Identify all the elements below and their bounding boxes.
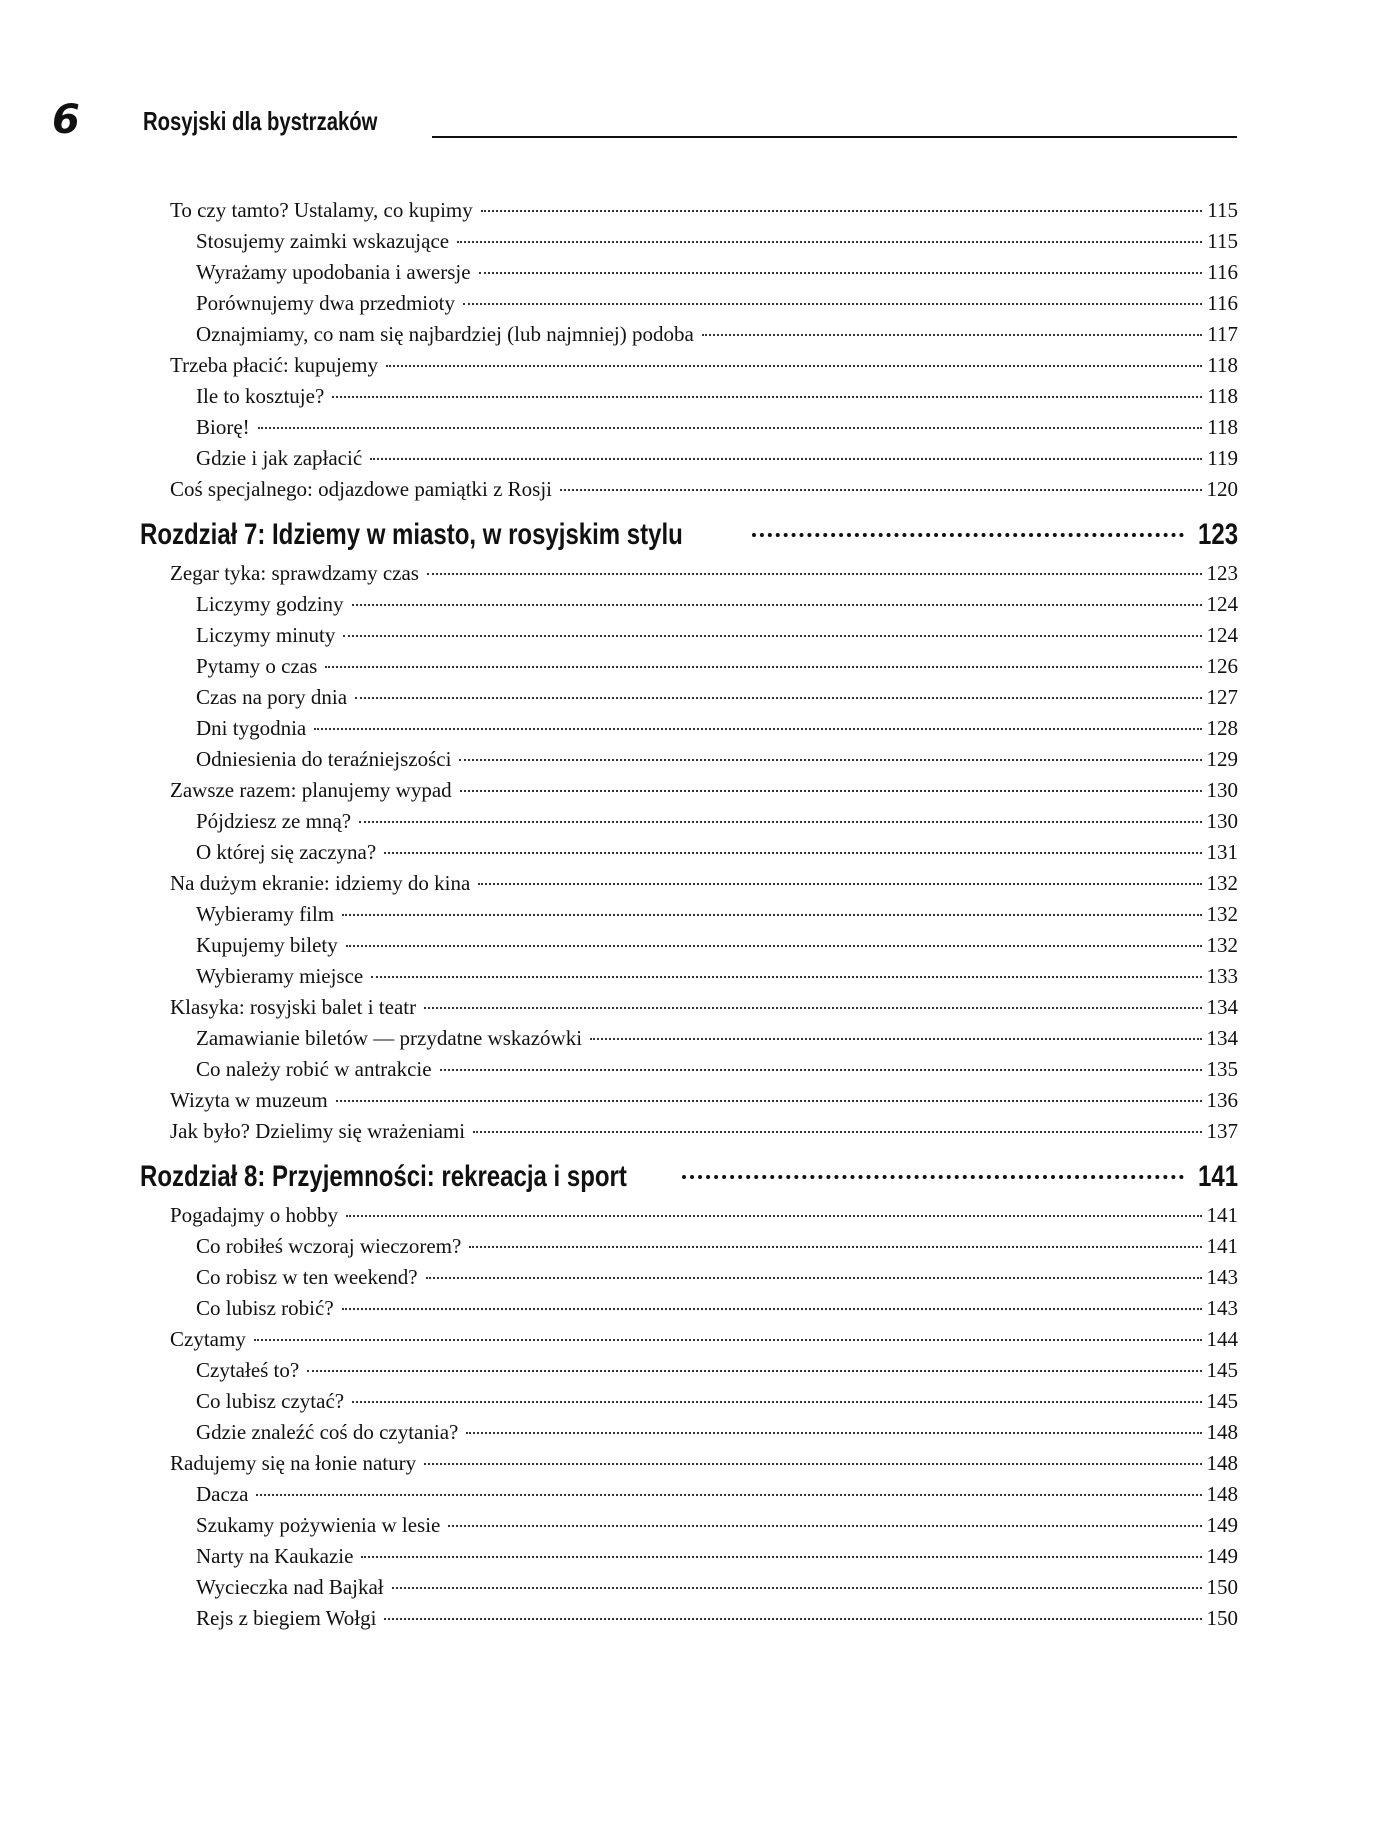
dot-leader [258,427,1203,429]
toc-entry-page-number: 135 [1206,1057,1238,1081]
dot-leader [473,1131,1201,1133]
page-header [52,97,1237,143]
toc-entry-page-number: 115 [1207,229,1238,253]
toc-subsection-entry [140,1603,1238,1634]
toc-entry-title: Oznajmiamy, co nam się najbardziej (lub najmniej) podoba [196,322,694,346]
dot-leader [346,945,1202,947]
toc-entry-page-number: 118 [1207,353,1238,377]
toc-subsection-entry [140,899,1238,930]
toc-entry-title: Pogadajmy o hobby [170,1203,338,1227]
toc-section-entry [140,1200,1238,1231]
toc-entry-page-number: 149 [1206,1513,1238,1537]
toc-entry-page-number: 143 [1206,1265,1238,1289]
dot-leader [460,790,1202,792]
dot-leader [424,1007,1201,1009]
toc-entry-title: Wycieczka nad Bajkał [196,1575,384,1599]
toc-entry-page-number: 126 [1206,654,1238,678]
dot-leader [457,241,1202,243]
toc-entry-page-number: 150 [1206,1575,1238,1599]
toc-entry-title: Czas na pory dnia [196,685,348,709]
toc-entry-page-number: 118 [1207,415,1238,439]
dot-leader [702,334,1202,336]
toc-subsection-entry [140,319,1238,350]
toc-subsection-entry [140,226,1238,257]
toc-subsection-entry [140,1572,1238,1603]
toc-subsection-entry [140,1510,1238,1541]
toc-entry-title: Co robiłeś wczoraj wieczorem? [196,1234,462,1258]
toc-subsection-entry [140,412,1238,443]
toc-entry-page-number: 132 [1206,871,1238,895]
dot-leader [332,396,1202,398]
toc-entry-title: Biorę! [196,415,250,439]
toc-subsection-entry [140,651,1238,682]
dot-leader [370,458,1202,460]
toc-entry-title: Gdzie znaleźć coś do czytania? [196,1420,459,1444]
toc-section-entry [140,775,1238,806]
toc-subsection-entry [140,1386,1238,1417]
toc-entry-title: O której się zaczyna? [196,840,377,864]
dot-leader [314,728,1201,730]
toc-entry-title: Liczymy godziny [196,592,344,616]
toc-entry-title: Ile to kosztuje? [196,384,325,408]
toc-entry-page-number: 148 [1206,1451,1238,1475]
dot-leader [384,852,1201,854]
dot-leader [466,1432,1201,1434]
toc-entry-title: Rozdział 8: Przyjemności: rekreacja i sport [140,1160,627,1193]
toc-subsection-entry [140,744,1238,775]
toc-entry-page-number: 118 [1207,384,1238,408]
toc-entry-page-number: 136 [1206,1088,1238,1112]
book-title: Rosyjski dla bystrzaków [143,106,378,136]
toc-entry-page-number: 120 [1206,477,1238,501]
toc-section-entry [140,1324,1238,1355]
toc-entry-title: Pójdziesz ze mną? [196,809,352,833]
toc-entry-title: Wyrażamy upodobania i awersje [196,260,471,284]
toc-entry-title: Jak było? Dzielimy się wrażeniami [170,1119,466,1143]
dot-leader [371,976,1201,978]
toc-subsection-entry [140,620,1238,651]
dot-leader [352,1401,1201,1403]
toc-entry-title: Zawsze razem: planujemy wypad [170,778,452,802]
toc-entry-page-number: 144 [1206,1327,1238,1351]
toc-entry-page-number: 123 [1206,561,1238,585]
dot-leader [325,666,1201,668]
toc-section-entry [140,350,1238,381]
toc-entry-page-number: 116 [1207,291,1238,315]
toc-entry-page-number: 130 [1206,778,1238,802]
toc-entry-page-number: 127 [1206,685,1238,709]
dot-leader [386,365,1202,367]
toc-entry-title: Dni tygodnia [196,716,307,740]
toc-entry-title: Gdzie i jak zapłacić [196,446,363,470]
toc-entry-title: Radujemy się na łonie natury [170,1451,417,1475]
toc-section-entry [140,474,1238,505]
dot-leader [342,914,1201,916]
toc-chapter-heading [140,1157,1238,1197]
toc-entry-title: Dacza [196,1482,249,1506]
toc-entry-title: Rejs z biegiem Wołgi [196,1606,377,1630]
toc-entry-title: Narty na Kaukazie [196,1544,354,1568]
toc-entry-title: Pytamy o czas [196,654,318,678]
toc-chapter-heading [140,515,1238,555]
toc-subsection-entry [140,682,1238,713]
dot-leader [307,1370,1201,1372]
toc-entry-page-number: 117 [1207,322,1238,346]
dot-leader [560,489,1202,491]
toc-entry-title: Stosujemy zaimki wskazujące [196,229,450,253]
toc-entry-title: Trzeba płacić: kupujemy [170,353,379,377]
dot-leader [342,1308,1202,1310]
toc-subsection-entry [140,837,1238,868]
toc-entry-page-number: 149 [1206,1544,1238,1568]
dot-leader [384,1618,1201,1620]
toc-subsection-entry [140,1054,1238,1085]
toc-entry-page-number: 130 [1206,809,1238,833]
toc-entry-page-number: 132 [1206,933,1238,957]
toc-section-entry [140,558,1238,589]
toc-entry-page-number: 129 [1206,747,1238,771]
toc-entry-page-number: 145 [1206,1358,1238,1382]
dot-leader [361,1556,1201,1558]
toc-entry-page-number: 134 [1206,1026,1238,1050]
toc-entry-title: Liczymy minuty [196,623,336,647]
toc-subsection-entry [140,1293,1238,1324]
toc-section-entry [140,1085,1238,1116]
toc-entry-page-number: 119 [1207,446,1238,470]
table-of-contents [140,195,1238,1634]
toc-subsection-entry [140,806,1238,837]
toc-subsection-entry [140,1231,1238,1262]
dot-leader [440,1069,1202,1071]
toc-entry-page-number: 148 [1206,1482,1238,1506]
toc-subsection-entry [140,257,1238,288]
toc-section-entry [140,195,1238,226]
toc-entry-title: Co należy robić w antrakcie [196,1057,432,1081]
toc-entry-page-number: 123 [1197,518,1238,551]
toc-entry-page-number: 141 [1197,1160,1238,1193]
toc-entry-page-number: 133 [1206,964,1238,988]
toc-entry-page-number: 150 [1206,1606,1238,1630]
toc-entry-title: Coś specjalnego: odjazdowe pamiątki z Rosji [170,477,552,501]
toc-subsection-entry [140,1023,1238,1054]
dot-leader [427,573,1202,575]
toc-subsection-entry [140,713,1238,744]
toc-entry-title: Co lubisz robić? [196,1296,334,1320]
toc-subsection-entry [140,443,1238,474]
toc-entry-title: Zamawianie biletów — przydatne wskazówki [196,1026,583,1050]
page-number: 6 [52,97,80,143]
toc-entry-title: Wybieramy miejsce [196,964,364,988]
toc-subsection-entry [140,1417,1238,1448]
dot-leader [352,604,1202,606]
dot-leader [336,1100,1202,1102]
toc-entry-title: Czytamy [170,1327,246,1351]
dot-leader [479,272,1203,274]
toc-entry-title: Na dużym ekranie: idziemy do kina [170,871,471,895]
toc-entry-page-number: 143 [1206,1296,1238,1320]
toc-entry-page-number: 134 [1206,995,1238,1019]
toc-entry-title: Szukamy pożywienia w lesie [196,1513,441,1537]
toc-entry-page-number: 148 [1206,1420,1238,1444]
toc-entry-page-number: 141 [1206,1234,1238,1258]
toc-entry-title: Kupujemy bilety [196,933,338,957]
toc-entry-page-number: 131 [1206,840,1238,864]
dot-leader [459,759,1201,761]
toc-subsection-entry [140,930,1238,961]
dot-leader [481,210,1203,212]
toc-entry-title: Wizyta w muzeum [170,1088,328,1112]
dot-leader [355,697,1201,699]
toc-section-entry [140,992,1238,1023]
toc-section-entry [140,1116,1238,1147]
toc-entry-title: Odniesienia do teraźniejszości [196,747,452,771]
toc-entry-page-number: 116 [1207,260,1238,284]
toc-subsection-entry [140,381,1238,412]
header-rule [432,136,1237,138]
dot-leader [392,1587,1202,1589]
toc-entry-title: Porównujemy dwa przedmioty [196,291,455,315]
toc-entry-page-number: 137 [1206,1119,1238,1143]
dot-leader [424,1463,1201,1465]
toc-entry-title: To czy tamto? Ustalamy, co kupimy [170,198,473,222]
dot-leader [590,1038,1201,1040]
dot-leader [426,1277,1202,1279]
dot-leader [256,1494,1201,1496]
dot-leader [752,533,1184,537]
toc-entry-page-number: 141 [1206,1203,1238,1227]
toc-entry-title: Co robisz w ten weekend? [196,1265,418,1289]
dot-leader [254,1339,1202,1341]
dot-leader [478,883,1201,885]
dot-leader [682,1175,1184,1179]
toc-entry-title: Wybieramy film [196,902,335,926]
toc-entry-title: Rozdział 7: Idziemy w miasto, w rosyjskim stylu [140,518,683,551]
toc-subsection-entry [140,589,1238,620]
toc-subsection-entry [140,1541,1238,1572]
toc-entry-title: Czytałeś to? [196,1358,300,1382]
toc-subsection-entry [140,1479,1238,1510]
toc-subsection-entry [140,961,1238,992]
toc-entry-title: Klasyka: rosyjski balet i teatr [170,995,417,1019]
toc-section-entry [140,1448,1238,1479]
toc-section-entry [140,868,1238,899]
toc-entry-page-number: 115 [1207,198,1238,222]
toc-entry-page-number: 128 [1206,716,1238,740]
dot-leader [343,635,1201,637]
dot-leader [463,303,1202,305]
toc-subsection-entry [140,1355,1238,1386]
dot-leader [448,1525,1201,1527]
toc-entry-page-number: 145 [1206,1389,1238,1413]
dot-leader [469,1246,1201,1248]
toc-subsection-entry [140,288,1238,319]
toc-entry-title: Co lubisz czytać? [196,1389,345,1413]
dot-leader [346,1215,1202,1217]
toc-entry-page-number: 132 [1206,902,1238,926]
toc-entry-page-number: 124 [1206,592,1238,616]
toc-subsection-entry [140,1262,1238,1293]
dot-leader [359,821,1201,823]
toc-entry-title: Zegar tyka: sprawdzamy czas [170,561,419,585]
toc-entry-page-number: 124 [1206,623,1238,647]
